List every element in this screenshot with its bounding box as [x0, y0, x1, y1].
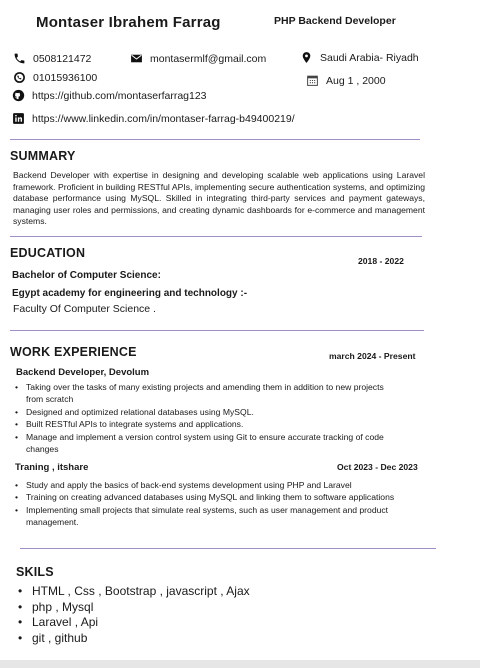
github-contact[interactable] [12, 89, 207, 102]
candidate-name: Montaser Ibrahem Farrag [36, 14, 221, 31]
birthdate-text: Aug 1 , 2000 [326, 74, 386, 87]
github-link: https://github.com/montaserfarrag123 [32, 89, 207, 102]
list-item: • git , github [18, 631, 250, 647]
education-dates: 2018 - 2022 [358, 256, 404, 266]
email-contact[interactable] [130, 52, 266, 65]
list-item: • Manage and implement a version control system using Git to ensure accurate tracking of code changes [14, 431, 398, 456]
job-bullets [14, 381, 398, 455]
job-bullets [14, 479, 398, 529]
github-icon [12, 89, 25, 102]
list-item: • Training on creating advanced databases using MySQL and linking them to software applications [14, 491, 398, 503]
summary-heading: SUMMARY [10, 149, 76, 163]
experience-heading: WORK EXPERIENCE [10, 345, 137, 359]
location-text: Saudi Arabia- Riyadh [320, 51, 419, 64]
education-degree: Bachelor of Computer Science: [12, 270, 161, 281]
whatsapp-contact [13, 71, 97, 84]
birthdate-contact [306, 74, 386, 87]
education-faculty: Faculty Of Computer Science . [13, 303, 156, 315]
skills-list [18, 584, 250, 646]
phone1-text: 0508121472 [33, 52, 92, 65]
whatsapp-icon [13, 71, 26, 84]
list-item: • Taking over the tasks of many existing projects and amending them in addition to new projects from scratch [14, 381, 398, 406]
divider [10, 330, 424, 331]
linkedin-link: https://www.linkedin.com/in/montaser-farrag-b49400219/ [32, 112, 295, 125]
phone-contact [13, 52, 91, 65]
linkedin-icon [12, 112, 25, 125]
phone-icon [13, 52, 26, 65]
list-item: • Built RESTful APIs to integrate systems and applications. [14, 418, 398, 430]
divider [10, 139, 420, 140]
linkedin-contact[interactable] [12, 112, 295, 125]
page-bottom-edge [0, 660, 480, 668]
phone2-text: 01015936100 [33, 71, 98, 84]
education-school: Egypt academy for engineering and technology :- [12, 288, 248, 299]
list-item: • Implementing small projects that simulate real systems, such as user management and product management. [14, 504, 398, 529]
job-dates: march 2024 - Present [329, 351, 416, 361]
location-pin-icon [300, 51, 313, 64]
skills-heading: SKILS [16, 565, 54, 579]
education-heading: EDUCATION [10, 246, 86, 260]
summary-text: Backend Developer with expertise in designing and developing scalable web applications using Laravel framework. Proficient in building RESTful APIs, implementing secure authentication systems, and optimizing database performance using MySQL. Skilled in integrating third-party services and payment gateways, managing user roles and permissions, and creating dynamic dashboards for e-commerce and management systems. [13, 170, 425, 227]
job-dates: Oct 2023 - Dec 2023 [337, 462, 418, 472]
list-item: • Designed and optimized relational databases using MySQL. [14, 406, 398, 418]
job-title: Traning , itshare [15, 462, 89, 473]
location-contact [300, 51, 419, 64]
job-title: Backend Developer, Devolum [16, 367, 150, 378]
divider [10, 236, 422, 237]
list-item: • HTML , Css , Bootstrap , javascript , Ajax [18, 584, 250, 600]
mail-icon [130, 52, 143, 65]
job-role: PHP Backend Developer [274, 15, 396, 27]
list-item: • php , Mysql [18, 600, 250, 616]
list-item: • Laravel , Api [18, 615, 250, 631]
divider [20, 548, 436, 549]
calendar-icon [306, 74, 319, 87]
list-item: • Study and apply the basics of back-end systems development using PHP and Laravel [14, 479, 398, 491]
email-text: montasermlf@gmail.com [150, 52, 267, 65]
